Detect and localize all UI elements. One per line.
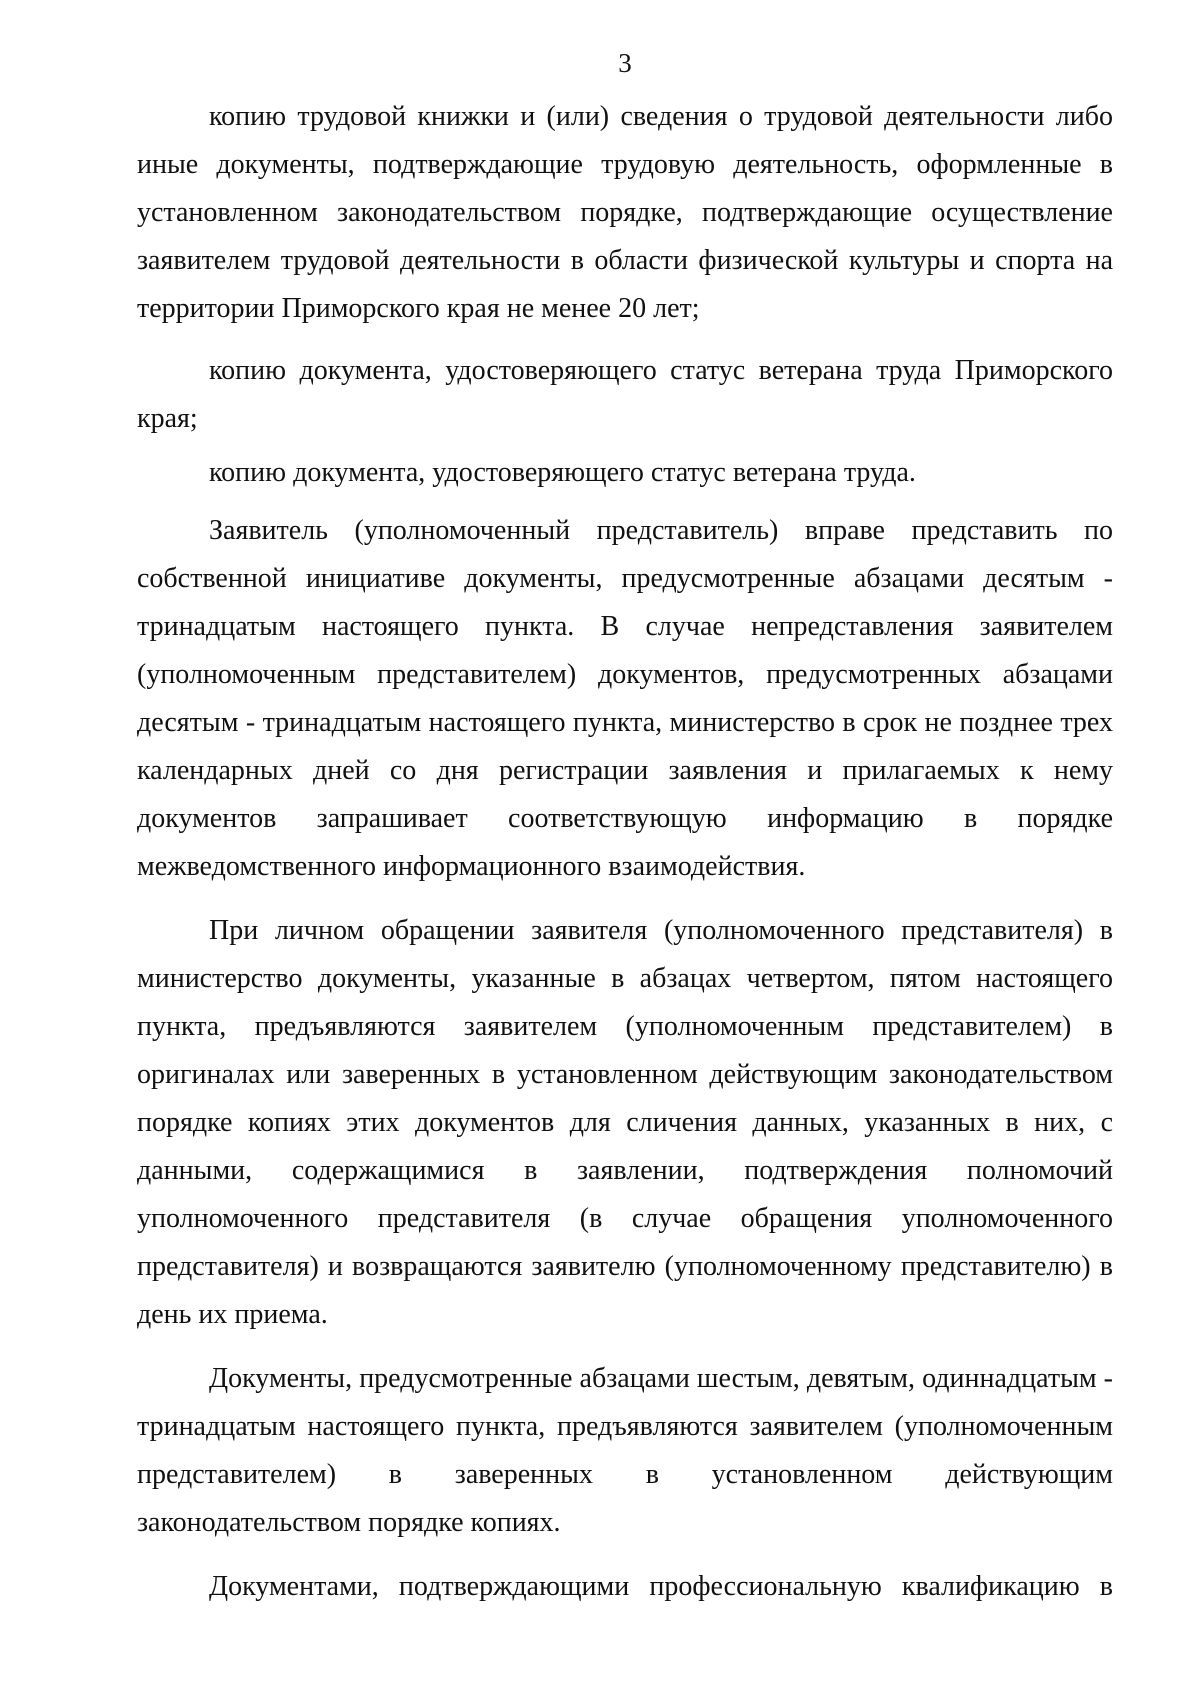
- paragraph-certified-copies: Документы, предусмотренные абзацами шестым, девятым, одиннадцатым - тринадцатым настоящего пункта, предъявляются заявителем (уполномоченным представителем) в заверенных в установленном действующим законодательством порядке копиях.: [137, 1363, 1113, 1538]
- document-body: [137, 93, 1113, 1611]
- paragraph-labor-veteran-status: копию документа, удостоверяющего статус ветерана труда.: [209, 457, 916, 488]
- paragraph-applicant-initiative: Заявитель (уполномоченный представитель) вправе представить по собственной инициативе документы, предусмотренные абзацами десятым - тринадцатым настоящего пункта. В случае непредставления заявителем (уполномоченным представителем) документов, предусмотренных абзацами десятым - тринадцатым настоящего пункта, министерство в срок не позднее трех календарных дней со дня регистрации заявления и прилагаемых к нему документов запрашивает соответствующую информацию в порядке межведомственного информационного взаимодействия.: [137, 515, 1113, 882]
- paragraph-qualification-documents: Документами, подтверждающими профессиональную квалификацию в: [209, 1571, 1113, 1602]
- page-number: 3: [618, 48, 632, 78]
- paragraph-personal-application: При личном обращении заявителя (уполномоченного представителя) в министерство документы, указанные в абзацах четвертом, пятом настоящего пункта, предъявляются заявителем (уполномоченным представителем) в оригиналах или заверенных в установленном действующим законодательством порядке копиях этих документов для сличения данных, указанных в них, с данными, содержащимися в заявлении, подтверждения полномочий уполномоченного представителя (в случае обращения уполномоченного представителя) и возвращаются заявителю (уполномоченному представителю) в день их приема.: [137, 915, 1113, 1330]
- paragraph-regional-veteran-status: копию документа, удостоверяющего статус ветерана труда Приморского края;: [137, 355, 1113, 434]
- paragraph-work-record-copy: копию трудовой книжки и (или) сведения о трудовой деятельности либо иные документы, подтверждающие трудовую деятельность, оформленные в установленном законодательством порядке, подтверждающие осуществление заявителем трудовой деятельности в области физической культуры и спорта на территории Приморского края не менее 20 лет;: [137, 101, 1113, 324]
